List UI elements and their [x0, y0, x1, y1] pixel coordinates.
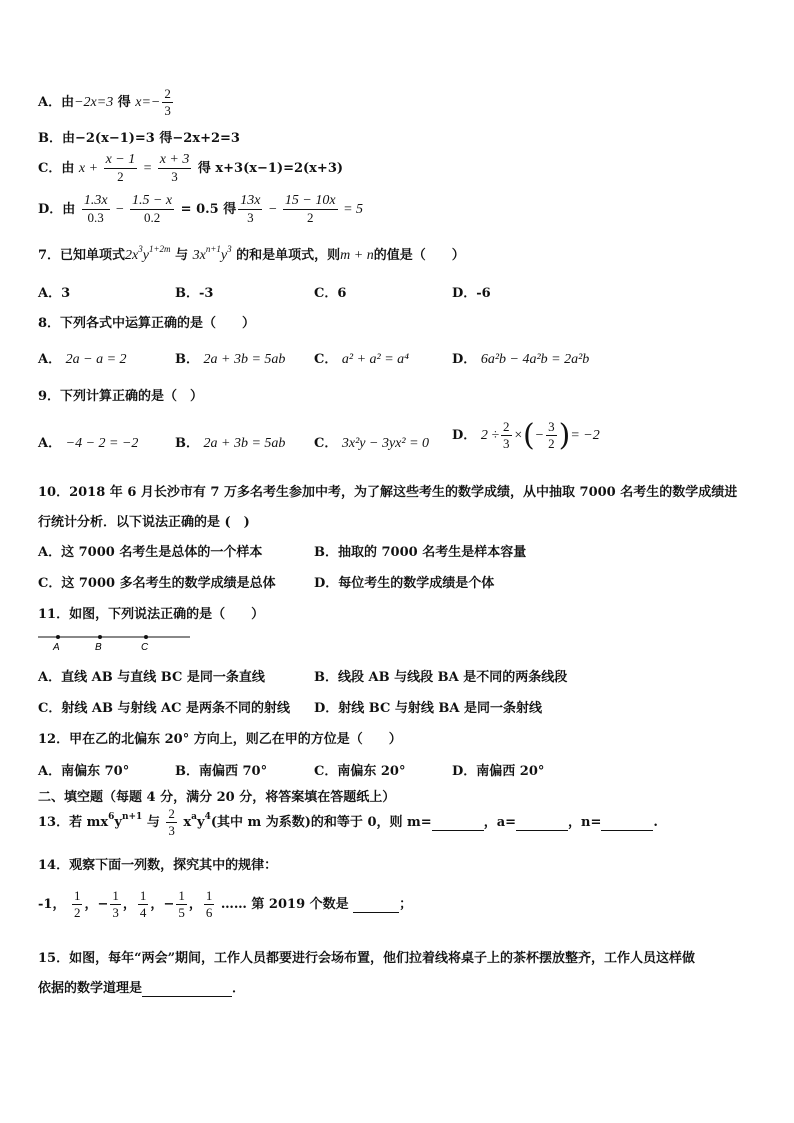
q7-stem-d: 的值是（ ） [373, 248, 465, 263]
q6-c-result: 得 x+3(x−1)=2(x+3) [193, 161, 344, 176]
q6-d-frac1 [82, 193, 110, 226]
option-expr: −4 − 2 = −2 [65, 436, 139, 451]
frac-denominator: 5 [178, 905, 185, 920]
frac-numerator: 13x [240, 193, 261, 208]
q14-end: ； [399, 897, 413, 912]
left-paren: ( [522, 418, 535, 453]
right-paren: ) [558, 418, 571, 453]
q7-monomial1: 2x [125, 248, 139, 263]
q13-stem [38, 806, 658, 839]
option-expr: 2a − a = 2 [65, 352, 127, 367]
q9-option-a [38, 432, 138, 452]
q10-option-b: B．抽取的 7000 名考生是样本容量 [314, 545, 527, 560]
q12-option-a: A．南偏东 70° [38, 764, 130, 779]
frac-denominator: 3 [164, 103, 171, 118]
q7-stem-c: 的和是单项式，则 [231, 248, 341, 263]
q9-option-d [452, 418, 600, 453]
q13-exp: n+1 [121, 812, 143, 822]
q8-option-c [314, 348, 409, 368]
q8-option-b [175, 348, 285, 368]
q10-option-d: D．每位考生的数学成绩是个体 [314, 576, 495, 591]
frac-numerator: 1 [139, 888, 147, 903]
option-expr: 2a + 3b = 5ab [203, 352, 286, 367]
frac-numerator: 3 [548, 419, 555, 434]
q13-h: ，n= [568, 815, 602, 830]
frac-denominator: 2 [117, 169, 124, 184]
q7-option-b: B．-3 [175, 286, 214, 301]
frac-numerator: 1.5 − x [131, 193, 173, 208]
point-label-a: A [53, 642, 60, 653]
q14-term [110, 888, 121, 921]
q6-a-fraction [162, 86, 173, 119]
frac-denominator: 2 [73, 905, 81, 920]
point-label-b: B [95, 642, 102, 653]
term-sign: − [97, 897, 109, 912]
q9-stem: 9．下列计算正确的是（ ） [38, 389, 204, 404]
q15-end: ． [232, 981, 246, 996]
separator: ， [188, 897, 202, 912]
q6-a-result: x=− [135, 95, 161, 110]
point-a [56, 635, 60, 639]
q14-term [176, 888, 187, 921]
q15-stem-line1: 15．如图，每年“两会”期间，工作人员都要进行会场布置，他们拉着线将桌子上的茶杯摆放整齐，工作人员这样做 [38, 951, 696, 966]
q13-i: . [653, 815, 658, 830]
q6-c-x: x + [78, 161, 102, 176]
q13-blank-n[interactable] [601, 815, 653, 831]
option-label: C． [314, 436, 338, 451]
q7-stem [38, 244, 465, 264]
frac-numerator: 1 [205, 888, 213, 903]
q13-exp: 4 [204, 812, 211, 822]
term-sign: − [163, 897, 175, 912]
q6-d-prefix: D．由 [38, 202, 76, 217]
q9-d-minus: − [534, 428, 545, 443]
q7-expr: m + n [340, 248, 374, 263]
q6-option-c [38, 152, 343, 185]
q11-option-b: B．线段 AB 与线段 BA 是不同的两条线段 [314, 670, 568, 685]
q13-e: y [197, 815, 205, 830]
q6-a-mid: 得 [113, 95, 136, 110]
option-label: B． [175, 436, 199, 451]
q7-exp: n+1 [205, 244, 221, 254]
q12-option-d: D．南偏西 20° [452, 764, 545, 779]
q6-d-frac4 [283, 193, 338, 226]
q9-option-c [314, 432, 429, 452]
frac-denominator: 2 [548, 436, 555, 451]
q9-d-times: × [513, 428, 523, 443]
q11-stem: 11．如图，下列说法正确的是（ ） [38, 607, 265, 622]
frac-denominator: 3 [112, 905, 119, 920]
frac-numerator: 1 [112, 888, 119, 903]
section-heading-fill-in: 二、填空题（每题 4 分，满分 20 分，将答案填在答题纸上） [38, 790, 396, 805]
q13-a: 13．若 mx [38, 815, 109, 830]
frac-denominator: 3 [168, 823, 175, 838]
frac-denominator: 0.2 [143, 210, 161, 225]
point-c [144, 635, 148, 639]
q13-c: 与 [142, 815, 165, 830]
option-expr: a² + a² = a⁴ [341, 352, 410, 367]
option-label: D． [452, 428, 477, 443]
q15-line2-text: 依据的数学道理是 [38, 981, 143, 996]
q14-term [138, 888, 149, 921]
q15-stem-line2 [38, 977, 245, 997]
q7-y: y [142, 248, 149, 263]
q11-line-figure [36, 628, 196, 654]
frac-numerator: 1 [73, 888, 81, 903]
q7-option-a: A．3 [38, 286, 71, 301]
q6-option-a [38, 86, 175, 119]
frac-numerator: 2 [168, 806, 175, 821]
frac-numerator: 2 [503, 419, 510, 434]
option-label: C． [314, 352, 338, 367]
frac-denominator: 3 [171, 169, 178, 184]
q11-option-a: A．直线 AB 与直线 BC 是同一条直线 [38, 670, 265, 685]
q7-stem-a: 7．已知单项式 [38, 248, 126, 263]
option-expr: 2a + 3b = 5ab [203, 436, 286, 451]
q14-first-term: -1， [38, 897, 66, 912]
q15-answer-blank[interactable] [142, 981, 232, 997]
q6-d-eq: = 0.5 得 [176, 202, 237, 217]
point-b [98, 635, 102, 639]
q13-exp: a [191, 812, 197, 822]
separator: ， [150, 897, 164, 912]
q13-f: (其中 m 为系数)的和等于 0，则 m= [210, 815, 432, 830]
q12-option-b: B．南偏西 70° [175, 764, 268, 779]
q7-exp: 1+2m [148, 244, 171, 254]
q11-option-c: C．射线 AB 与射线 AC 是两条不同的射线 [38, 701, 290, 716]
q13-g: ，a= [483, 815, 517, 830]
frac-denominator: 3 [247, 210, 254, 225]
frac-denominator: 0.3 [87, 210, 104, 225]
q13-exp: 6 [108, 812, 115, 822]
q6-d-minus2: − [264, 202, 281, 217]
q10-stem-line1: 10．2018 年 6 月长沙市有 7 万多名考生参加中考，为了解这些考生的数学成绩，从中抽取 7000 名考生的数学成绩进 [38, 485, 738, 500]
q13-d: x [178, 815, 192, 830]
option-label: A． [38, 436, 62, 451]
option-label: D． [452, 352, 477, 367]
q6-c-frac2 [158, 152, 192, 185]
q7-stem-b: 与 [170, 248, 193, 263]
frac-denominator: 4 [139, 905, 147, 920]
separator: ， [122, 897, 136, 912]
frac-numerator: 1 [178, 888, 185, 903]
q10-stem-line2: 行统计分析．以下说法正确的是 ( ) [38, 515, 250, 530]
q9-d-frac2 [546, 419, 557, 452]
q12-option-c: C．南偏东 20° [314, 764, 406, 779]
q6-a-prefix: A．由 [38, 95, 75, 110]
q7-y: y [220, 248, 228, 263]
frac-denominator: 2 [307, 210, 314, 225]
q6-d-minus: − [111, 202, 128, 217]
q9-d-frac1 [501, 419, 512, 452]
q6-a-expr: −2x=3 [74, 95, 114, 110]
q10-option-c: C．这 7000 多名考生的数学成绩是总体 [38, 576, 276, 591]
point-label-c: C [141, 642, 149, 653]
q14-term [204, 888, 215, 921]
q7-option-c: C．6 [314, 286, 347, 301]
q6-option-d [38, 193, 363, 226]
option-expr: 3x²y − 3yx² = 0 [341, 436, 430, 451]
q11-option-d: D．射线 BC 与射线 BA 是同一条射线 [314, 701, 543, 716]
q7-exp: 3 [138, 244, 143, 254]
q14-tail: …… 第 2019 个数是 [216, 897, 354, 912]
q13-fraction [166, 806, 177, 839]
q6-c-prefix: C．由 [38, 161, 75, 176]
option-expr: 6a²b − 4a²b = 2a²b [480, 352, 590, 367]
q13-blank-a[interactable] [516, 815, 568, 831]
option-label: A． [38, 352, 62, 367]
q7-monomial2: 3x [192, 248, 206, 263]
q7-option-d: D．-6 [452, 286, 491, 301]
option-label: B． [175, 352, 199, 367]
q12-stem: 12．甲在乙的北偏东 20° 方向上，则乙在甲的方位是（ ） [38, 732, 402, 747]
q9-d-end: = −2 [570, 428, 600, 443]
frac-numerator: 15 − 10x [284, 193, 336, 208]
q13-blank-m[interactable] [432, 815, 484, 831]
q8-option-d [452, 348, 589, 368]
q14-stem: 14．观察下面一列数，探究其中的规律： [38, 858, 278, 873]
frac-denominator: 6 [205, 905, 213, 920]
q6-option-b: B．由−2(x−1)=3 得−2x+2=3 [38, 131, 240, 146]
q14-answer-blank[interactable] [353, 897, 399, 913]
frac-numerator: 2 [164, 86, 171, 101]
frac-numerator: 1.3x [83, 193, 108, 208]
q9-option-b [175, 432, 285, 452]
q14-sequence [38, 888, 412, 921]
option-expr: 2 ÷ [480, 428, 499, 443]
frac-numerator: x + 3 [159, 152, 190, 167]
q13-b: y [114, 815, 122, 830]
frac-numerator: x − 1 [105, 152, 136, 167]
q6-c-frac1 [104, 152, 138, 185]
q8-stem: 8．下列各式中运算正确的是（ ） [38, 316, 256, 331]
q14-term [72, 888, 83, 921]
q6-d-frac3 [238, 193, 262, 226]
q8-option-a [38, 348, 127, 368]
q6-d-end: = 5 [339, 202, 364, 217]
frac-denominator: 3 [503, 436, 510, 451]
q10-option-a: A．这 7000 名考生是总体的一个样本 [38, 545, 263, 560]
separator: ， [84, 897, 98, 912]
q7-exp: 3 [227, 244, 232, 254]
q6-d-frac2 [130, 193, 174, 226]
q6-c-eq: = [139, 161, 156, 176]
